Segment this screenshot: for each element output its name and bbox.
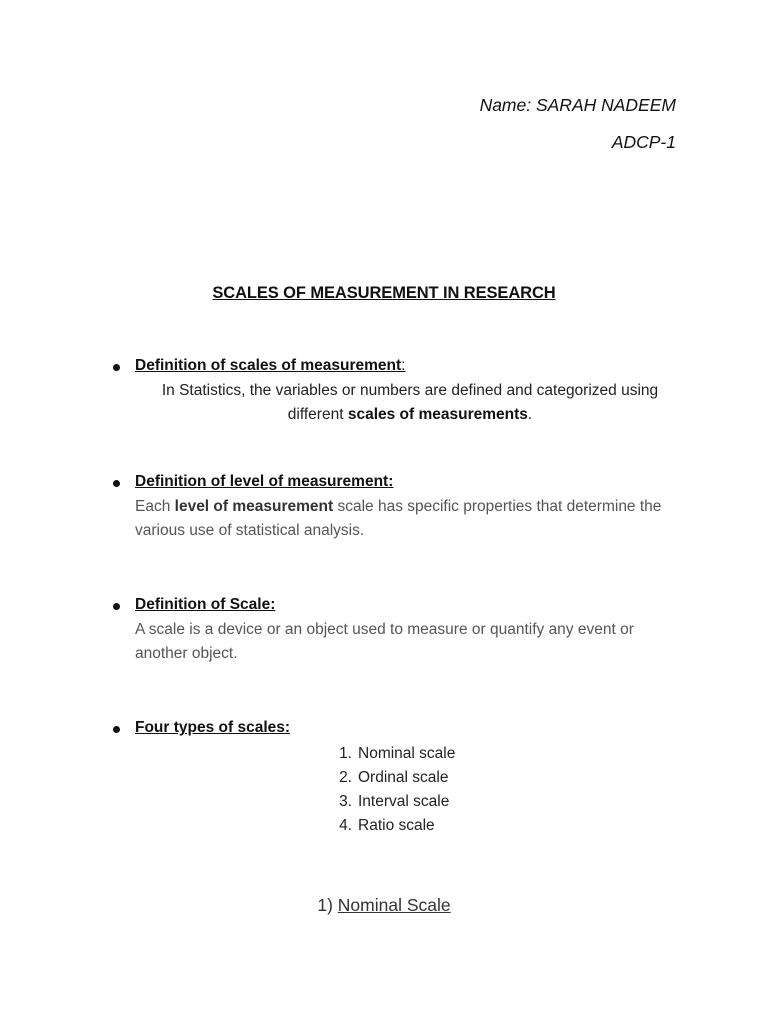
document-title: SCALES OF MEASUREMENT IN RESEARCH	[212, 284, 556, 302]
list-item: 1. Nominal scale	[339, 745, 456, 762]
list-item: 2. Ordinal scale	[339, 769, 449, 786]
nominal-scale-heading: 1) Nominal Scale	[317, 895, 451, 915]
heading-level-definition: Definition of level of measurement:	[135, 473, 394, 490]
scale-definition-text: A scale is a device or an object used to measure or quantify any event or another object.	[135, 621, 634, 662]
heading-four-types: Four types of scales:	[135, 719, 291, 736]
bullet-icon	[113, 480, 120, 487]
bullet-icon	[113, 726, 120, 733]
scale-types-list	[330, 742, 530, 838]
author-name: Name: SARAH NADEEM	[479, 95, 676, 115]
class-code: ADCP-1	[611, 132, 676, 152]
level-definition-text: Each level of measurement scale has specific properties that determine the various use of statistical analysis.	[135, 498, 662, 539]
list-item: 3. Interval scale	[339, 793, 450, 810]
scales-definition-text: In Statistics, the variables or numbers are defined and categorized using different scales of measurements.	[161, 382, 659, 423]
heading-scales-definition: Definition of scales of measurement:	[135, 357, 406, 374]
bullet-icon	[113, 364, 120, 371]
list-item: 4. Ratio scale	[339, 817, 435, 834]
bullet-icon	[113, 603, 120, 610]
heading-scale-definition: Definition of Scale:	[135, 596, 276, 613]
